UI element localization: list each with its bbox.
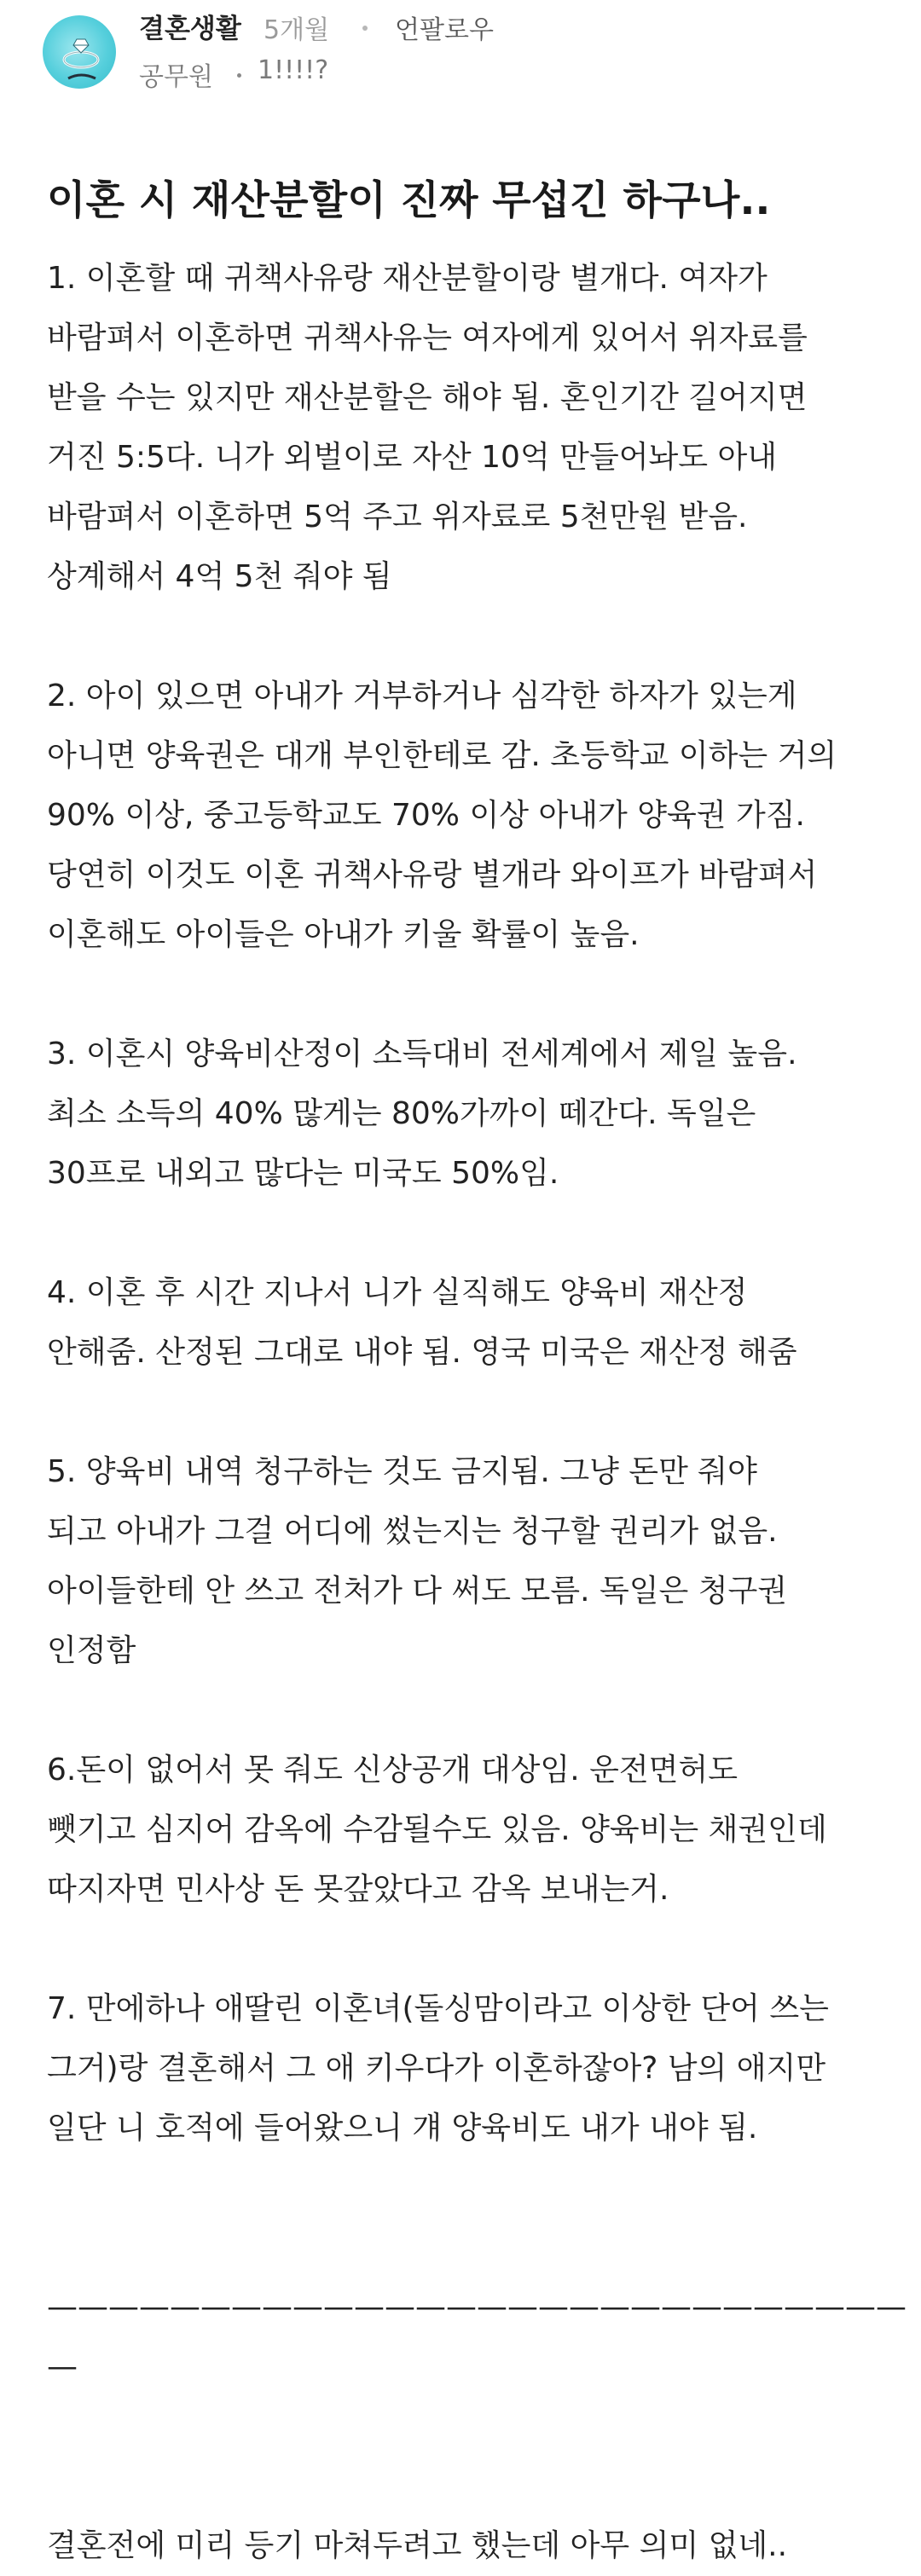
body-line: 2. 아이 있으면 아내가 거부하거나 심각한 하자가 있는게 (47, 679, 797, 713)
body-line (47, 1204, 900, 1263)
body-line (47, 2158, 900, 2218)
body-line (47, 1920, 900, 1979)
body-line: — (47, 2349, 78, 2384)
board-name[interactable]: 결혼생활 (139, 14, 241, 44)
body-line: 1. 이혼할 때 귀책사유랑 재산분할이랑 별개다. 여자가 (47, 261, 768, 296)
body-line: 안해줌. 산정된 그대로 내야 됨. 영국 미국은 재산정 해줌 (47, 1335, 797, 1370)
body-line: 결혼전에 미리 등기 마쳐두려고 했는데 아무 의미 없네.. (47, 2528, 788, 2563)
author-job: 공무원 (139, 62, 213, 92)
body-line (47, 1383, 900, 1442)
body-line (47, 2218, 900, 2278)
body-line: 5. 양육비 내역 청구하는 것도 금지됨. 그냥 돈만 줘야 (47, 1454, 757, 1489)
author-nickname[interactable]: 1!!!!? (258, 55, 329, 85)
body-line: 인정함 (47, 1633, 136, 1668)
body-line: 6.돈이 없어서 못 줘도 신상공개 대상임. 운전면허도 (47, 1753, 738, 1788)
post-title: 이혼 시 재산분할이 진짜 무섭긴 하구나.. (47, 177, 771, 224)
body-line: 뺏기고 심지어 감옥에 수감될수도 있음. 양육비는 채권인데 (47, 1812, 827, 1847)
body-line (47, 1681, 900, 1741)
body-line: 30프로 내외고 많다는 미국도 50%임. (47, 1156, 559, 1191)
body-line: 그거)랑 결혼해서 그 애 키우다가 이혼하잖아? 남의 애지만 (47, 2051, 826, 2086)
body-line (47, 607, 900, 667)
post-header (0, 0, 921, 124)
body-line: 상계해서 4억 5천 줘야 됨 (47, 559, 392, 594)
body-line: 7. 만에하나 애딸린 이혼녀(돌싱맘이라고 이상한 단어 쓰는 (47, 1991, 829, 2026)
body-line: 당연히 이것도 이혼 귀책사유랑 별개라 와이프가 바람펴서 (47, 858, 818, 892)
body-line: ———————————————————————————— (47, 2290, 907, 2325)
body-line: 이혼해도 아이들은 아내가 키울 확률이 높음. (47, 917, 640, 952)
body-line (47, 2457, 900, 2516)
separator-dot (362, 26, 368, 31)
body-line (47, 965, 900, 1025)
body-line: 최소 소득의 40% 많게는 80%가까이 떼간다. 독일은 (47, 1096, 756, 1131)
body-line: 3. 이혼시 양육비산정이 소득대비 전세계에서 제일 높음. (47, 1037, 797, 1071)
post-body (47, 249, 907, 2576)
body-line: 4. 이혼 후 시간 지나서 니가 실직해도 양육비 재산정 (47, 1275, 748, 1310)
body-line: 일단 니 호적에 들어왔으니 걔 양육비도 내가 내야 됨. (47, 2111, 758, 2146)
post-time: 5개월 (264, 15, 330, 45)
body-line: 받을 수는 있지만 재산분할은 해야 됨. 혼인기간 길어지면 (47, 380, 808, 415)
body-line: 90% 이상, 중고등학교도 70% 이상 아내가 양육권 가짐. (47, 798, 805, 833)
body-line: 되고 아내가 그걸 어디에 썼는지는 청구할 권리가 없음. (47, 1514, 778, 1549)
body-line: 아이들한테 안 쓰고 전처가 다 써도 모름. 독일은 청구권 (47, 1574, 788, 1609)
ring-icon (43, 15, 116, 89)
body-line: 바람펴서 이혼하면 5억 주고 위자료로 5천만원 받음. (47, 500, 748, 534)
unfollow-button[interactable]: 언팔로우 (395, 15, 494, 45)
body-line: 따지자면 민사상 돈 못갚았다고 감옥 보내는거. (47, 1872, 669, 1907)
body-line (47, 2397, 900, 2457)
body-line: 거진 5:5다. 니가 외벌이로 자산 10억 만들어놔도 아내 (47, 440, 778, 475)
body-line: 바람펴서 이혼하면 귀책사유는 여자에게 있어서 위자료를 (47, 321, 808, 355)
body-line: 아니면 양육권은 대개 부인한테로 감. 초등학교 이하는 거의 (47, 738, 837, 773)
meta-separator-dot (237, 73, 241, 78)
board-avatar[interactable] (43, 15, 116, 89)
